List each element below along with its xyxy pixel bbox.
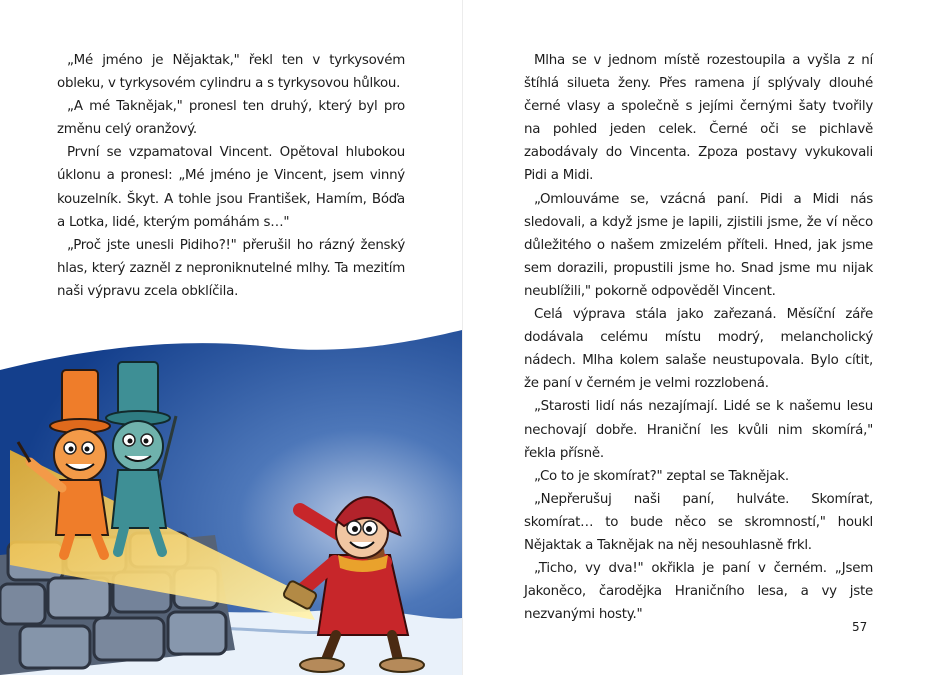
- right-paragraph-3: Celá výprava stála jako zařezaná. Měsíční záře dodávala celému místu modrý, melancholický nádech. Mlha kolem salaše neustupovala. Bylo cítit, že paní v černém je velmi rozzlobená.: [524, 307, 873, 392]
- right-paragraph-2: „Omlouváme se, vzácná paní. Pidi a Midi nás sledovali, a když jsme je lapili, zjistili jsme, že ví něco důležitého o našem zmizelém příteli. Hned, jak jsme sem dorazili, propustili jsme ho. Snad jsme mu nijak neublížili," pokorně odpověděl Vincent.: [524, 191, 873, 299]
- left-paragraph-2: „A mé Taknějak," pronesl ten druhý, který byl pro změnu celý oranžový.: [57, 99, 405, 138]
- right-page-text: [524, 49, 873, 626]
- story-illustration: [0, 330, 462, 675]
- left-page-text: [57, 49, 405, 303]
- page-number: 57: [852, 620, 868, 634]
- page-gutter: [462, 0, 463, 675]
- right-paragraph-7: „Ticho, vy dva!" okřikla je paní v černém. „Jsem Jakoněco, čarodějka Hraničního lesa, a vy jste nezvanými hosty.": [524, 561, 873, 623]
- right-paragraph-4: „Starosti lidí nás nezajímají. Lidé se k našemu lesu nechovají dobře. Hraniční les kvůli nim skomírá," řekla přísně.: [524, 399, 873, 461]
- right-paragraph-1: Mlha se v jednom místě rozestoupila a vyšla z ní štíhlá silueta ženy. Přes ramena jí splývaly dlouhé černé vlasy a společně s jejími černými šaty tvořily na pohled jeden celek. Černé oči se pichlavě zabodávaly do Vincenta. Zpoza postavy vykukovali Pidi a Midi.: [524, 53, 873, 184]
- right-paragraph-6: „Nepřerušuj naši paní, hulváte. Skomírat, skomírat… to bude něco se skromností," houkl Nějaktak a Taknějak na něj nesouhlasně frkl.: [524, 491, 873, 553]
- left-paragraph-1: „Mé jméno je Nějaktak," řekl ten v tyrkysovém obleku, v tyrkysovém cylindru a s tyrkysovou hůlkou.: [57, 53, 405, 92]
- left-paragraph-3: První se vzpamatoval Vincent. Opětoval hlubokou úklonu a pronesl: „Mé jméno je Vincent, jsem vinný kouzelník. Škyt. A tohle jsou František, Hamím, Bóďa a Lotka, lidé, kterým pomáhám s…": [57, 145, 405, 230]
- left-paragraph-4: „Proč jste unesli Pidiho?!" přerušil ho rázný ženský hlas, který zazněl z neproniknutelné mlhy. Ta mezitím naši výpravu zcela obklíčila.: [57, 237, 405, 299]
- right-paragraph-5: „Co to je skomírat?" zeptal se Taknějak.: [534, 468, 789, 484]
